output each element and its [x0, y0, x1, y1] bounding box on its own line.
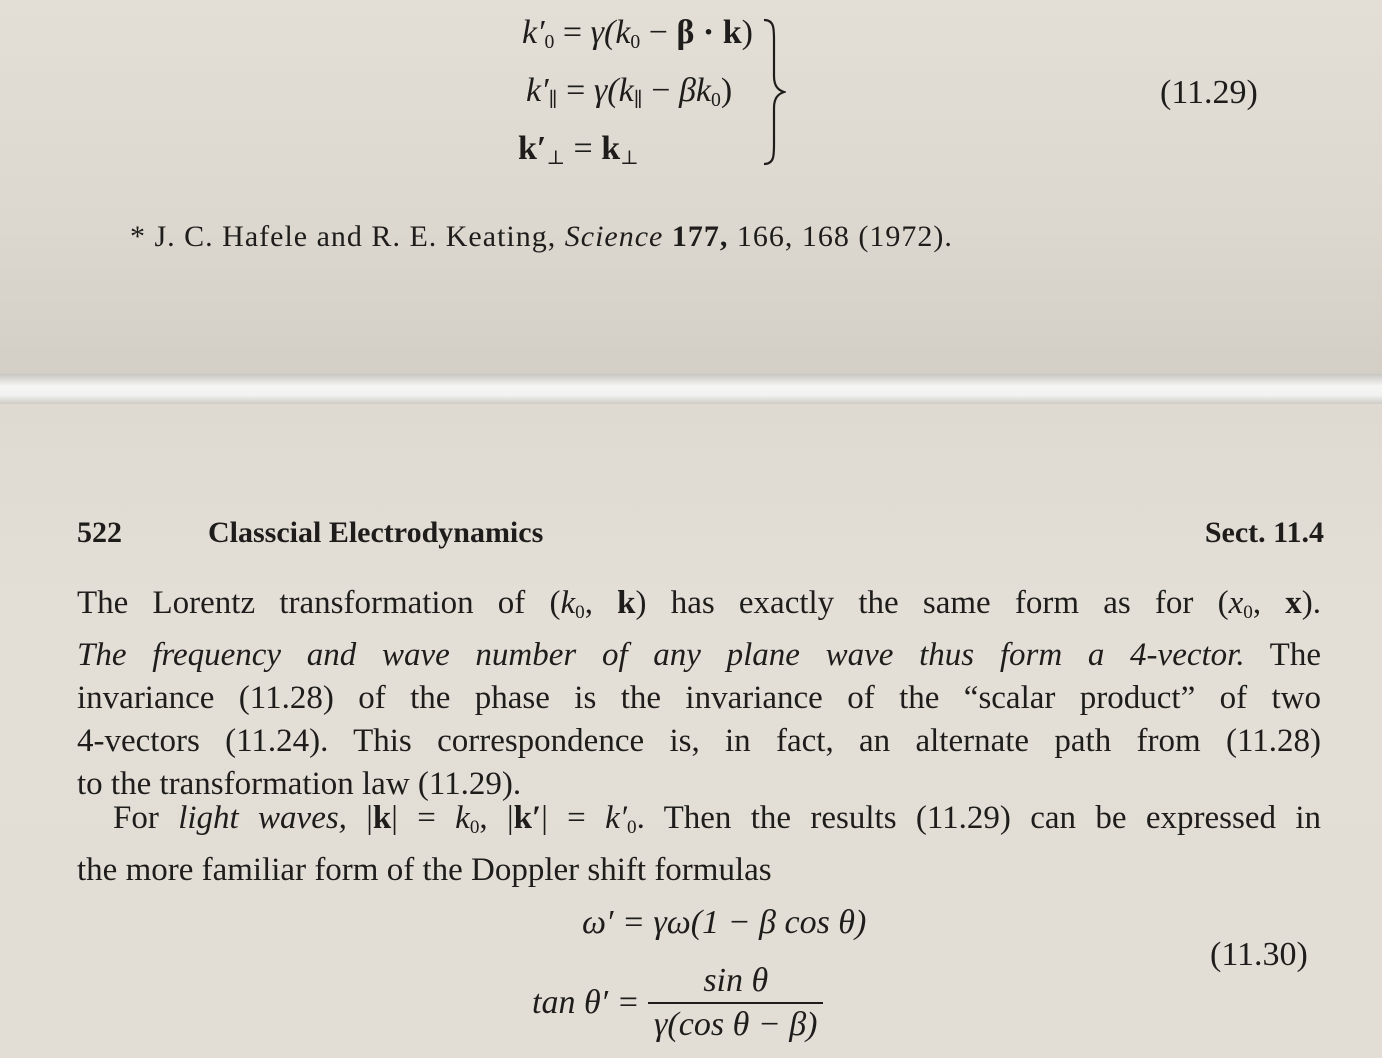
eq-sub: ⊥ [546, 146, 566, 169]
math-k-vector: k [372, 800, 392, 836]
equation-kpar-prime [526, 74, 732, 111]
eq-rel: = [554, 14, 591, 51]
top-page [0, 0, 1382, 374]
eq-lhs: k′ [518, 130, 547, 167]
eq-rhs: k [601, 130, 621, 167]
footnote-marker: * [130, 220, 146, 253]
eq-paren: ) [741, 14, 753, 51]
text-run: , [584, 585, 618, 621]
text-run: ) has exactly the same form as for ( [635, 585, 1229, 621]
fraction [648, 964, 823, 1042]
eq-minus: − [640, 14, 677, 51]
eq-rel: = [565, 130, 602, 167]
paragraph-2 [77, 797, 1321, 892]
text-run: ). [1301, 585, 1322, 621]
math-sub: 0 [469, 816, 480, 838]
eq-sub: ⊥ [620, 146, 639, 169]
eq-k: k [615, 14, 631, 51]
math-sub: 0 [575, 601, 585, 623]
right-brace [762, 18, 786, 166]
text-run: , | [479, 800, 514, 836]
math-k-vector: k [617, 585, 636, 621]
equation-k0-prime [522, 16, 753, 53]
math-x: x [1228, 585, 1244, 621]
equation-number-11-30: (11.30) [1210, 936, 1308, 973]
fraction-denominator: γ(cos θ − β) [654, 1006, 818, 1043]
eq-paren: ) [720, 72, 733, 109]
emphasis-text: The frequency and wave number of any plane wave thus form a 4-vector. [77, 636, 1245, 673]
text-line [77, 797, 1321, 849]
text-line: to the transformation law (11.29). [77, 765, 522, 802]
text-run: , [1252, 585, 1286, 621]
equation-kperp-prime [518, 132, 639, 169]
footnote-volume: 177, [663, 220, 729, 253]
book-title: Classcial Electrodynamics [208, 516, 544, 549]
page-gutter [0, 374, 1382, 404]
paragraph-1 [77, 582, 1321, 806]
eq-sub: 0 [710, 88, 721, 111]
eq-lhs: k′ [522, 14, 545, 51]
math-k: k [455, 800, 470, 836]
math-sub: 0 [627, 816, 637, 838]
eq-rel: = [557, 72, 594, 109]
eq-beta-k: βk [678, 72, 711, 109]
eq-sub: ∥ [633, 88, 643, 111]
text-line: the more familiar form of the Doppler shift formulas [77, 851, 772, 888]
footnote-authors: J. C. Hafele and R. E. Keating, [154, 220, 565, 253]
eq-sub: 0 [630, 30, 641, 53]
math-sub: 0 [1243, 601, 1253, 623]
doppler-frequency-equation: ω′ = γω(1 − β cos θ) [582, 904, 867, 941]
math-x-vector: x [1285, 585, 1302, 621]
fraction-numerator: sin θ [648, 964, 823, 1004]
eq-sub: ∥ [548, 88, 558, 111]
footnote [130, 220, 953, 254]
text-line [77, 634, 1321, 677]
text-run: . Then the results (11.29) can be expressed in [636, 800, 1322, 836]
math-k-prime-vector: k′ [513, 800, 542, 836]
text-run: For [113, 800, 179, 836]
doppler-angle-equation [532, 964, 823, 1042]
text-line: 4-vectors (11.24). This correspondence is, in fact, an alternate path from (11.28) [77, 722, 1321, 759]
emphasis-text: light waves, [178, 800, 347, 836]
text-line: invariance (11.28) of the phase is the invariance of the “scalar product” of two [77, 679, 1321, 716]
text-run: | = [391, 800, 456, 836]
eq-sub: 0 [544, 30, 555, 53]
math-k-prime: k′ [605, 800, 628, 836]
eq-k: k [618, 72, 634, 109]
eq-beta-dot-k: β · k [676, 14, 742, 51]
section-label: Sect. 11.4 [1204, 516, 1324, 549]
eq-lhs: k′ [526, 72, 549, 109]
footnote-pages: 166, 168 (1972). [728, 220, 953, 253]
text-line [77, 582, 1321, 634]
footnote-journal: Science [564, 220, 664, 253]
eq-gamma: γ( [590, 14, 616, 51]
page-number: 522 [77, 516, 122, 549]
equation-number-11-29: (11.29) [1160, 74, 1258, 111]
text-run: | [346, 800, 373, 836]
eq-minus: − [642, 72, 679, 109]
eq-lhs: tan θ′ = [532, 984, 640, 1021]
eq-gamma: γ( [593, 72, 619, 109]
text-run: The Lorentz transformation of ( [77, 585, 561, 621]
text-run: | = [541, 800, 606, 836]
text-run: The [1244, 636, 1321, 673]
math-k: k [560, 585, 576, 621]
